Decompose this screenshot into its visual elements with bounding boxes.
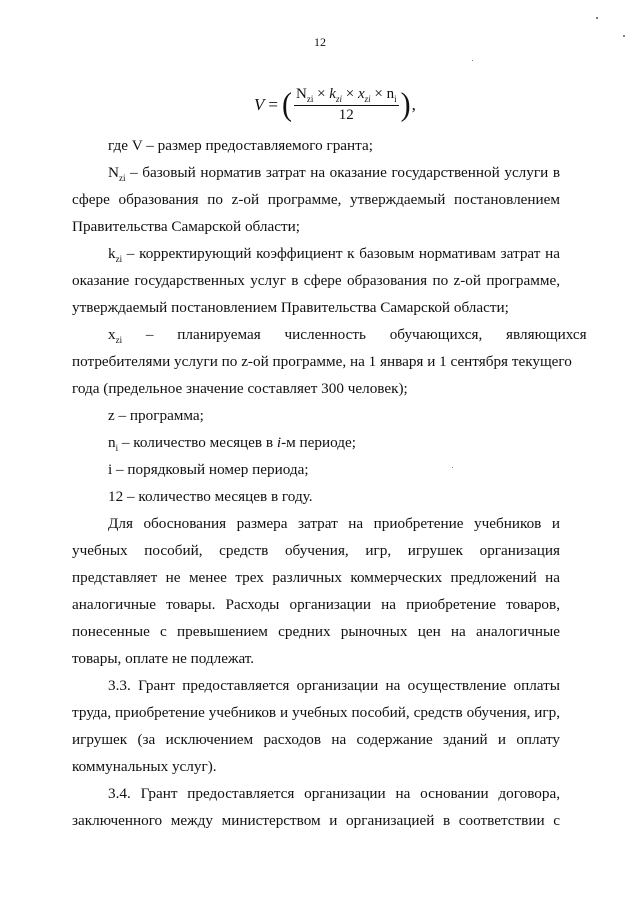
scan-speck xyxy=(596,17,598,19)
formula-paren-close: ) xyxy=(400,86,411,123)
page-number: 12 xyxy=(314,35,326,49)
formula-paren-open: ( xyxy=(281,86,292,123)
text-line: $x_{zi}$ – планируемая численность обучающихся, являющихся xyxy=(108,326,587,346)
text-line: потребителями услуги по z-ой программе, на 1 января и 1 сентября текущего xyxy=(72,353,572,370)
text-line: игрушек (за исключением расходов на содержание зданий и оплату xyxy=(72,731,560,748)
formula-fraction xyxy=(292,86,401,124)
text-line: $n_i$ – количество месяцев в i-м периоде; xyxy=(108,434,356,454)
text-line: учебных пособий, средств обучения, игр, игрушек организация xyxy=(72,542,560,559)
text-line: года (предельное значение составляет 300 человек); xyxy=(72,380,408,397)
text-line: заключенного между министерством и организацией в соответствии с xyxy=(72,812,560,829)
text-line: 3.4. Грант предоставляется организации на основании договора, xyxy=(108,785,560,802)
scan-speck xyxy=(452,467,453,468)
text-line: $k_{zi}$ – корректирующий коэффициент к базовым нормативам затрат на xyxy=(108,245,560,265)
text-line: 12 – количество месяцев в году. xyxy=(108,488,313,505)
text-line: Для обоснования размера затрат на приобретение учебников и xyxy=(108,515,560,532)
text-line: коммунальных услуг). xyxy=(72,758,217,775)
text-line: товары, оплате не подлежат. xyxy=(72,650,255,667)
formula-denominator: 12 xyxy=(338,107,354,123)
text-line: оказание государственных услуг в сфере образования по z-ой программе, xyxy=(72,272,560,289)
text-line: утверждаемый постановлением Правительства Самарской области; xyxy=(72,299,509,316)
text-line: где V – размер предоставляемого гранта; xyxy=(108,137,373,154)
text-line: i – порядковый номер периода; xyxy=(108,461,309,478)
text-line: z – программа; xyxy=(108,407,204,424)
text-line: аналогичные товары. Расходы организации на приобретение товаров, xyxy=(72,596,560,613)
text-line: 3.3. Грант предоставляется организации на осуществление оплаты xyxy=(108,677,560,694)
text-line: Правительства Самарской области; xyxy=(72,218,300,235)
text-line: $N_{zi}$ – базовый норматив затрат на оказание государственной услуги в xyxy=(108,164,560,184)
text-line: представляет не менее трех различных коммерческих предложений на xyxy=(72,569,560,586)
formula-equals: = xyxy=(268,95,278,114)
formula-numerator: $N_{zi} \times k_{zi} \times x_{zi} \times n_i$ xyxy=(295,86,397,104)
text-line: сфере образования по z-ой программе, утверждаемый постановлением xyxy=(72,191,560,208)
formula-lhs: V xyxy=(254,95,265,114)
text-line: труда, приобретение учебников и учебных пособий, средств обучения, игр, xyxy=(72,704,560,721)
text-line: понесенные с превышением средних рыночных цен на аналогичные xyxy=(72,623,560,640)
grant-formula xyxy=(254,86,416,124)
scan-speck xyxy=(623,35,625,37)
scan-speck xyxy=(472,60,473,61)
formula-comma: , xyxy=(411,95,416,114)
